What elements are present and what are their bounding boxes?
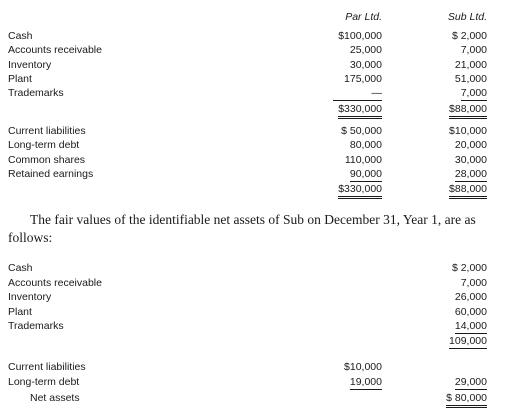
bs-liab-total-par: $330,000 — [338, 183, 382, 199]
fv-liab-value: 19,000 — [349, 376, 382, 388]
bs-assets-total-sub: $88,000 — [449, 103, 487, 119]
fv-asset-value: $ 2,000 — [451, 262, 487, 274]
bs-liab-total-sub: $88,000 — [449, 183, 487, 199]
bs-liab-label: Long-term debt — [8, 139, 80, 151]
bs-liab-par: 110,000 — [344, 154, 382, 166]
bs-liab-sub: 28,000 — [454, 168, 487, 180]
par-subtotal-rule — [333, 100, 382, 101]
fv-asset-value: 7,000 — [460, 277, 487, 289]
fv-asset-label: Accounts receivable — [8, 277, 102, 289]
fv-liab-label: Long-term debt — [8, 376, 80, 388]
fv-asset-label: Plant — [8, 306, 32, 318]
bs-asset-label: Plant — [8, 73, 32, 85]
bs-liab-par: 80,000 — [349, 139, 382, 151]
fv-asset-label: Cash — [8, 262, 33, 274]
bs-asset-label: Cash — [8, 30, 33, 42]
bs-liab-label: Common shares — [8, 154, 86, 166]
fv-liab-value: $10,000 — [344, 361, 382, 373]
net-assets-value: $ 80,000 — [446, 392, 487, 408]
bs-asset-label: Inventory — [8, 59, 52, 71]
fv-asset-value: 26,000 — [454, 291, 487, 303]
bs-asset-sub: $ 2,000 — [451, 30, 487, 42]
bs-asset-label: Accounts receivable — [8, 44, 102, 56]
bs-liab-par: 90,000 — [349, 168, 382, 180]
par-ltd-header: Par Ltd. — [345, 11, 382, 23]
fv-asset-value: 60,000 — [454, 306, 487, 318]
fv-asset-label: Inventory — [8, 291, 52, 303]
bs-asset-par: 175,000 — [344, 73, 382, 85]
fv-asset-value: 14,000 — [454, 320, 487, 332]
bs-liab-sub: 20,000 — [454, 139, 487, 151]
net-assets-label: Net assets — [30, 392, 80, 404]
bs-liab-par: $ 50,000 — [341, 125, 382, 137]
bs-asset-par: 25,000 — [349, 44, 382, 56]
bs-asset-sub: 7,000 — [460, 44, 487, 56]
fv-liabilities-total: 29,000 — [454, 376, 487, 388]
bs-assets-total-par: $330,000 — [338, 103, 382, 119]
bs-liab-sub: 30,000 — [454, 154, 487, 166]
bs-liab-sub: $10,000 — [449, 125, 487, 137]
fv-assets-total: 109,000 — [449, 335, 487, 347]
bs-liab-label: Retained earnings — [8, 168, 94, 180]
bs-asset-par: $100,000 — [338, 30, 382, 42]
bs-asset-sub: 51,000 — [454, 73, 487, 85]
bs-asset-par: — — [371, 87, 382, 99]
bs-asset-sub: 7,000 — [460, 87, 487, 99]
bs-asset-par: 30,000 — [349, 59, 382, 71]
fair-value-intro-paragraph: The fair values of the identifiable net assets of Sub on December 31, Year 1, are as follows: — [8, 212, 476, 245]
bs-asset-sub: 21,000 — [454, 59, 487, 71]
bs-liab-label: Current liabilities — [8, 125, 86, 137]
bs-asset-label: Trademarks — [8, 87, 64, 99]
fv-asset-label: Trademarks — [8, 320, 64, 332]
fv-liab-label: Current liabilities — [8, 361, 86, 373]
sub-ltd-header: Sub Ltd. — [447, 11, 487, 23]
